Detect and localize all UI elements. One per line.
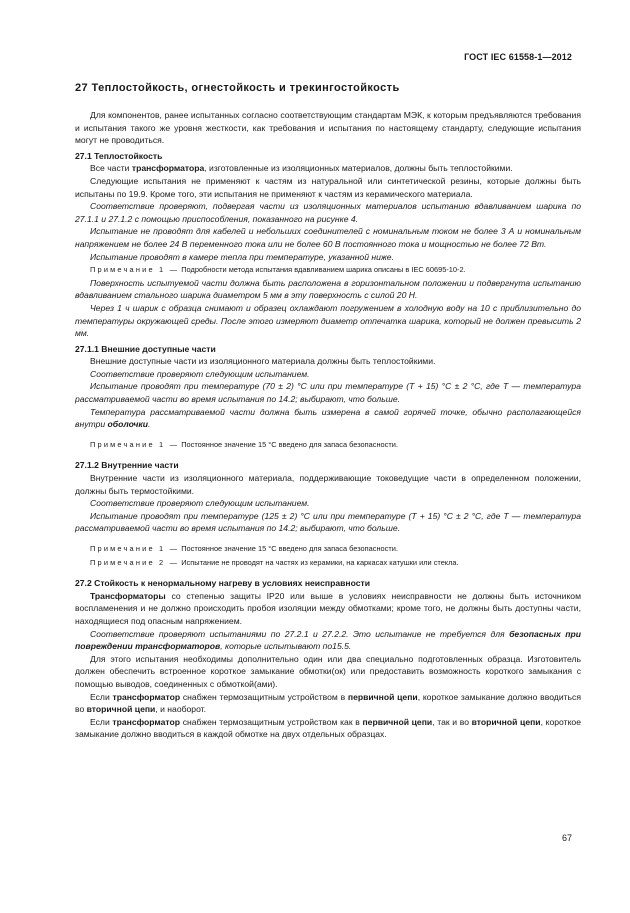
note-text: Постоянное значение 15 °С введено для запаса безопасности. [181, 439, 398, 449]
note-label: Примечание 2 — [90, 557, 180, 567]
page-number: 67 [561, 833, 572, 843]
test-procedure-text: Поверхность испытуемой части должна быть расположена в горизонтальном положении и подвергнута испытанию вдавливанием стального шарика диаметром 5 мм в эту поверхность с силой 20 Н. [75, 277, 581, 301]
compliance-text: Соответствие проверяют следующим испытанием. [90, 368, 310, 379]
paragraph-27-1-p3 [75, 200, 581, 225]
text-run: , и наоборот. [155, 704, 207, 715]
term-secondary-circuit: вторичной цепи [86, 704, 156, 715]
heading-27-2: 27.2 Стойкость к ненормальному нагреву в условиях неисправности [75, 578, 370, 589]
paragraph-27-2-p2 [75, 628, 581, 653]
text-run: со степенью защиты IP20 или выше в условиях неисправности не должны быть источником воспламенения и не должно происходить пробоя изоляции между обмотками; кроме того, не должны быть доступны части, находящиеся под опасным напряжением. [75, 590, 581, 626]
note-27-1-1-1 [75, 439, 581, 452]
paragraph-27-1-p6 [75, 277, 581, 302]
heading-27-1-2: 27.1.2 Внутренние части [75, 460, 179, 471]
page-content [75, 81, 581, 741]
note-label: Примечание 1 — [90, 439, 180, 449]
note-27-1-2-1 [75, 543, 581, 556]
section-title: 27 Теплостойкость, огнестойкость и трекингостойкость [75, 82, 400, 94]
text-run: снабжен термозащитным устройством в [180, 691, 348, 702]
test-condition-text: Испытание проводят при температуре (125 ± 2) °С или при температуре (Т + 15) °С ± 2 °С, где Т — температура рассматриваемой части во время испытания по 14.2; выбирают, что больше. [75, 510, 581, 534]
paragraph-27-1-p7 [75, 302, 581, 340]
paragraph-27-2-p5 [75, 716, 581, 741]
note-27-1-1 [75, 264, 581, 277]
term-secondary-circuit: вторичной цепи [471, 716, 541, 727]
paragraph-27-1-1-p3 [75, 380, 581, 405]
test-condition-text: Испытание проводят в камере тепла при температуре, указанной ниже. [90, 251, 394, 262]
exception-text: Испытание не проводят для кабелей и небольших соединителей с номинальным током не более 3 А и номинальным напряжением не более 24 В переменного тока или не более 60 В постоянного тока и мощностью не более 72 Вт. [75, 226, 581, 249]
heading-27-1: 27.1 Теплостойкость [75, 150, 163, 161]
heading-27-1-1: 27.1.1 Внешние доступные части [75, 343, 216, 354]
note-27-1-2-2 [75, 557, 581, 570]
text-run: Все части [90, 163, 132, 174]
text-run: , которые испытывают по15.5. [220, 641, 352, 652]
note-text: Испытание не проводят на частях из керамики, на каркасах катушки или стекла. [181, 557, 459, 567]
text-run: Если [90, 691, 113, 702]
term-transformer: трансформатор [112, 691, 181, 702]
text-run: , короткое замыкание должно вводиться во [75, 691, 581, 715]
text-run: , изготовленные из изоляционных материалов, должны быть теплостойкими. [204, 163, 513, 174]
compliance-text: Соответствие проверяют следующим испытанием. [90, 498, 310, 509]
term-transformers: Трансформаторы [90, 590, 166, 601]
term-primary-circuit: первичной цепи [362, 716, 433, 727]
test-condition-text: Испытание проводят при температуре (70 ± 2) °С или при температуре (Т + 15) °С ± 2 °С, где Т — температура рассматриваемой части во время испытания по 14.2; выбирают, что больше. [75, 381, 581, 405]
note-text: Постоянное значение 15 °С введено для запаса безопасности. [181, 544, 398, 553]
paragraph-27-2-p4 [75, 691, 581, 716]
compliance-text: Соответствие проверяют, подвергая части из изоляционных материалов испытанию вдавливанием шарика по 27.1.1 и 27.1.2 с помощью приспособления, показанного на рисунке 4. [75, 201, 581, 224]
paragraph-27-1-1-p1: Внешние доступные части из изоляционного материала должны быть теплостойкими. [90, 356, 436, 367]
paragraph-27-1-1-p2 [75, 368, 581, 381]
term-transformer: трансформатор [112, 716, 181, 727]
text-run: . [148, 419, 151, 430]
paragraph-27-2-p1 [75, 590, 581, 628]
paragraph-27-1-p4 [75, 225, 581, 250]
paragraph-27-1-2-p2 [75, 497, 581, 510]
paragraph-27-1-p5 [75, 251, 581, 264]
paragraph-27-1-1-p4 [75, 406, 581, 431]
standard-header: ГОСТ IEC 61558-1—2012 [464, 52, 572, 62]
section-intro: Для компонентов, ранее испытанных согласно соответствующим стандартам МЭК, к которым предъявляются требования и испытания такого же уровня жесткости, как требования и испытания по настоящему стандарту, следующие испытания могут не проводиться. [75, 110, 581, 146]
text-run: Соответствие проверяют испытаниями по 27.2.1 и 27.2.2. Это испытание не требуется для [90, 628, 510, 639]
paragraph-27-1-p2: Следующие испытания не применяют к частям из натуральной или синтетической резины, которые должны быть испытаны по 19.9. Кроме того, эти испытания не применяют к частям из керамического материала. [75, 175, 581, 199]
term-enclosure: оболочки [107, 419, 149, 430]
test-procedure-text: Через 1 ч шарик с образца снимают и образец охлаждают погружением в холодную воду на 10 с приблизительно до температуры окружающей среды. После этого измеряют диаметр отпечатка шарика, который не должен превысить 2 мм. [75, 302, 581, 339]
text-run: Если [90, 716, 113, 727]
text-run: , короткое замыкание должно вводиться в каждой обмотке на двух отдельных образцах. [75, 716, 581, 740]
text-run: снабжен термозащитным устройством как в [180, 716, 363, 727]
note-label: Примечание 1 — [90, 265, 180, 275]
term-primary-circuit: первичной цепи [347, 691, 418, 702]
paragraph-27-1-2-p3 [75, 510, 581, 535]
note-text: Подробности метода испытания вдавливанием шарика описаны в IEC 60695-10-2. [181, 265, 466, 275]
paragraph-27-2-p3: Для этого испытания необходимы дополнительно один или два специально подготовленных образца. Изготовитель должен обеспечить встроенное короткое замыкание обмотки(ок) или предоставить возможность короткого замыкания с помощью выводов, соединенных с обмоткой(ами). [75, 653, 581, 689]
term-failsafe-transformers: безопасных при повреждении трансформаторов [75, 628, 582, 652]
text-run: Температура рассматриваемой части должна быть измерена в самой горячей точке, обычно располагающейся внутри [75, 406, 581, 430]
text-run: , так и во [432, 716, 472, 727]
term-transformer: трансформатора [131, 163, 205, 174]
paragraph-27-1-p1 [75, 162, 581, 175]
note-label: Примечание 1 — [90, 544, 180, 553]
paragraph-27-1-2-p1: Внутренние части из изоляционного материала, поддерживающие токоведущие части в определенном положении, должны быть термостойкими. [75, 473, 581, 496]
